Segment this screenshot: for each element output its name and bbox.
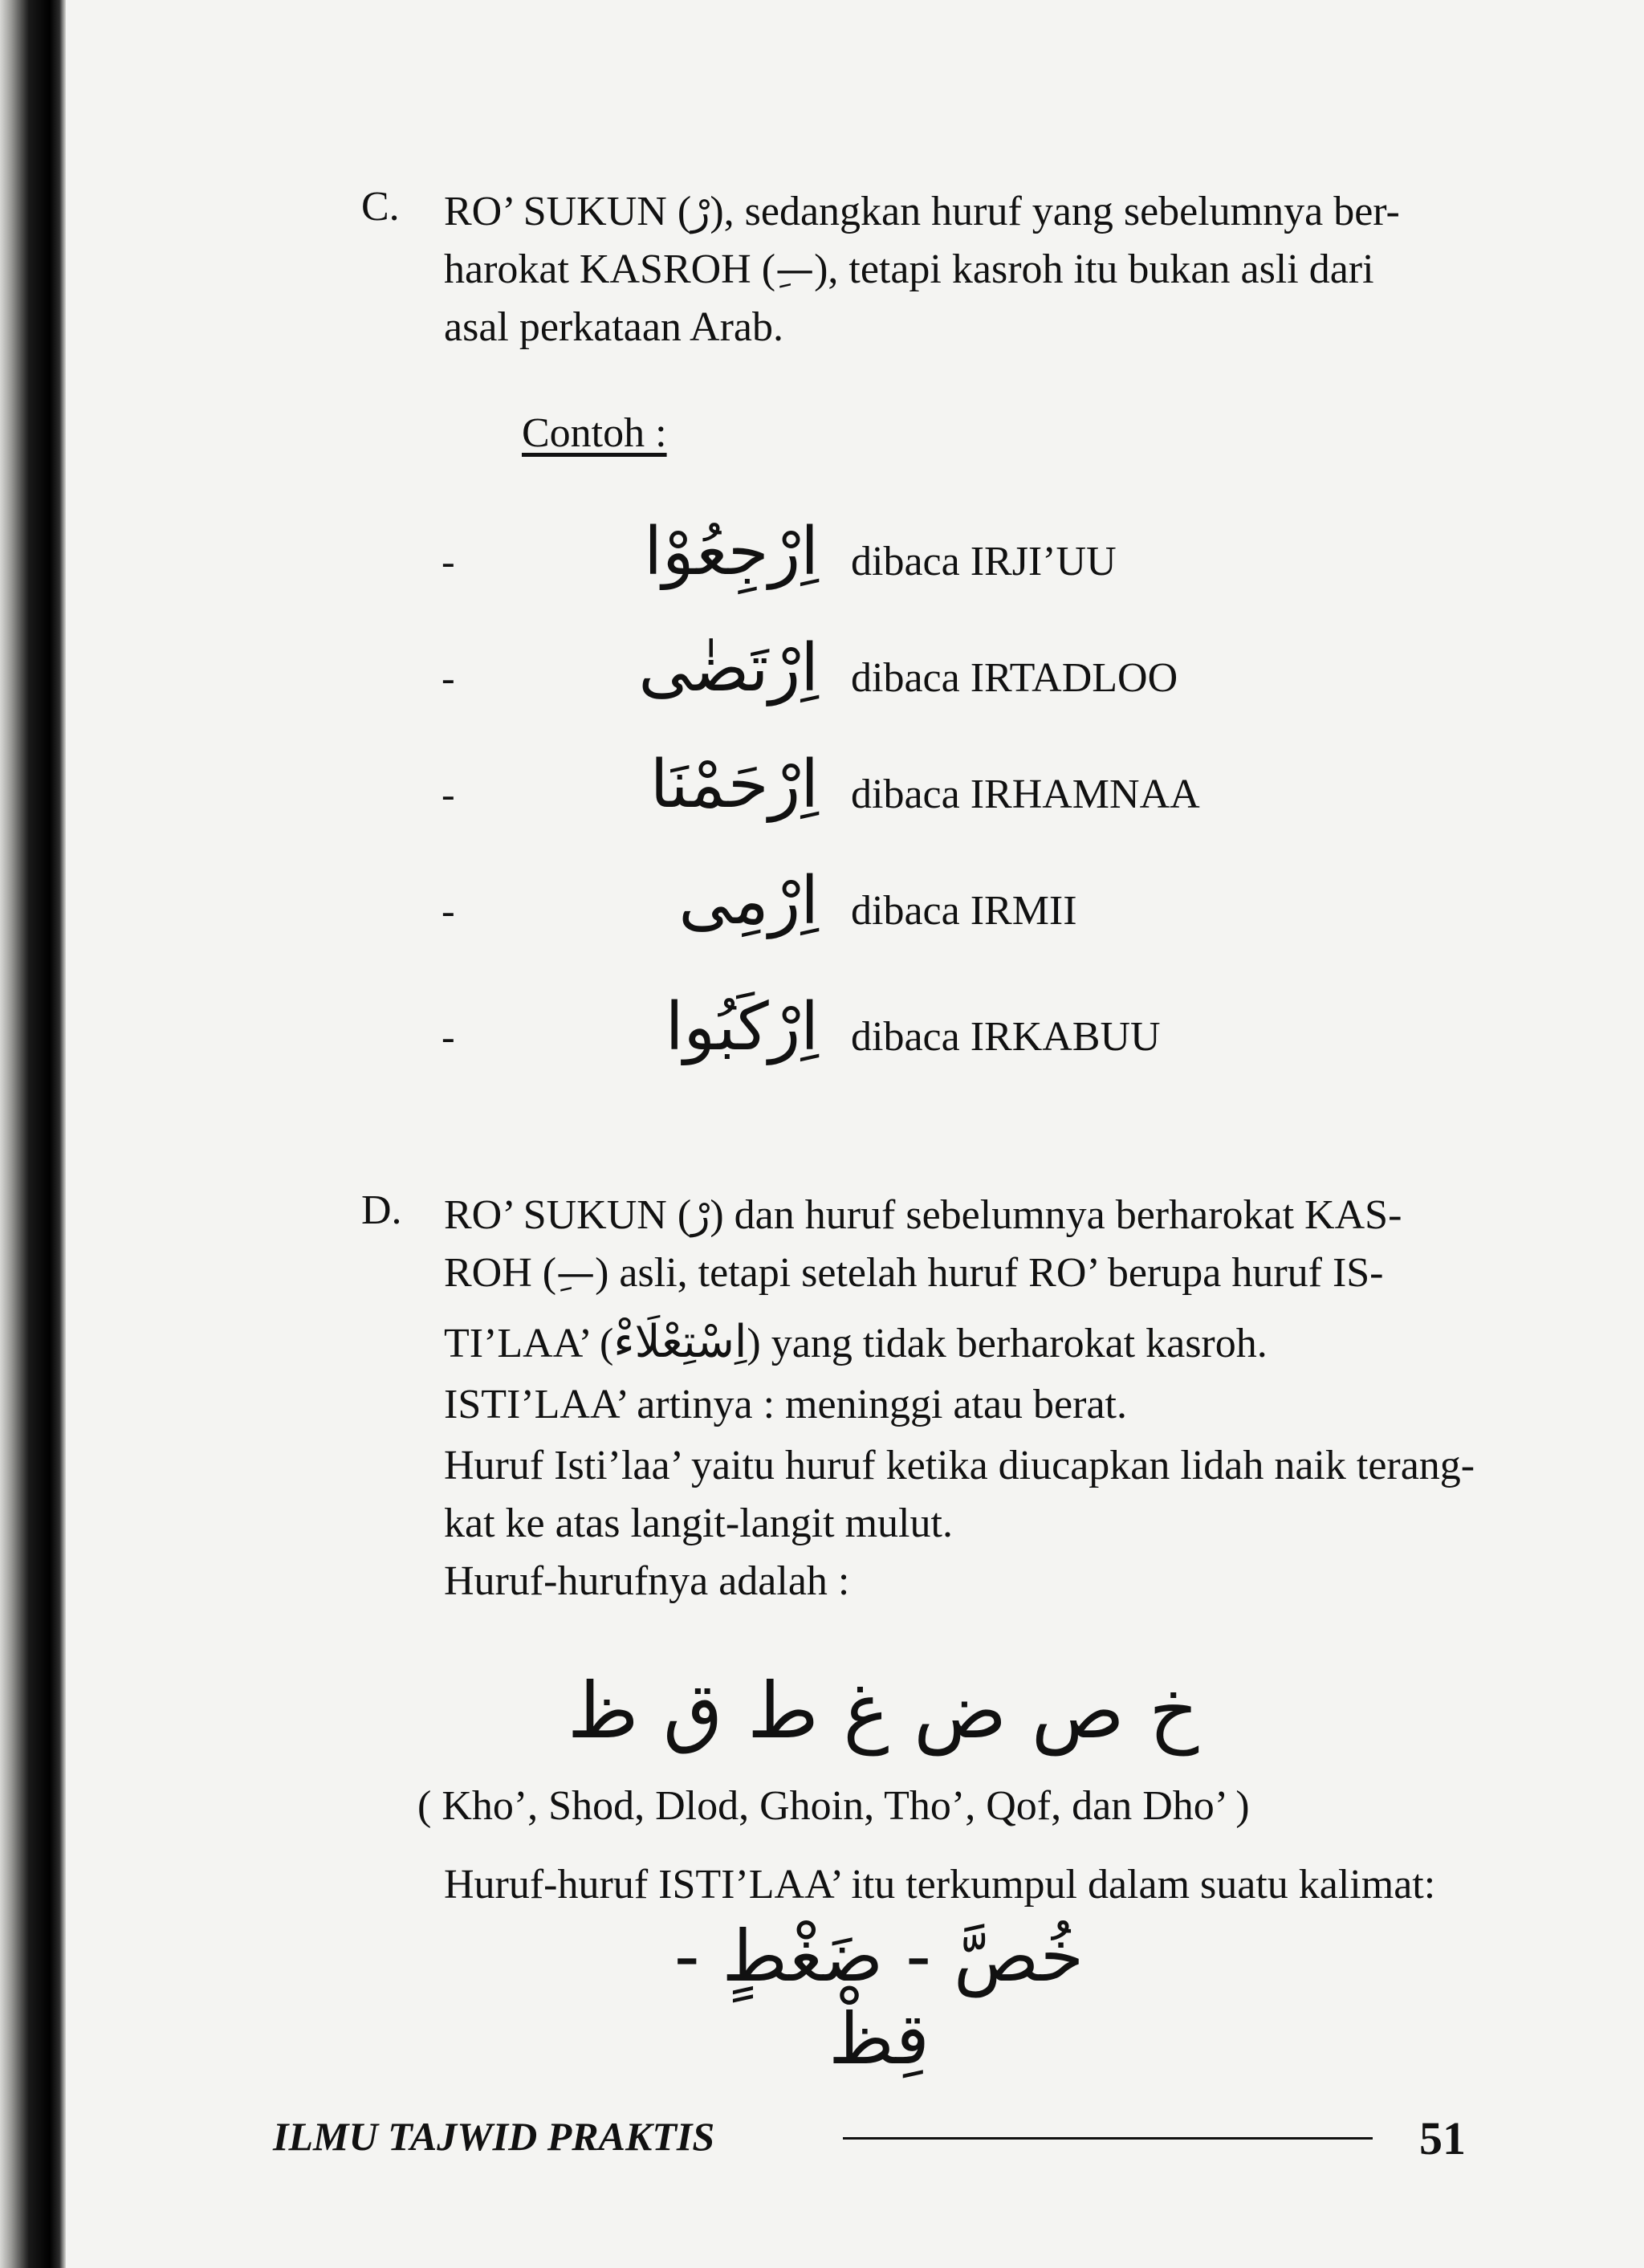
section-d-marker: D. [361, 1187, 402, 1233]
kasroh-glyph: —ِ [775, 247, 815, 292]
istilaa-letters: خ ص ض غ ط ق ظ [567, 1666, 1199, 1756]
example-arabic: اِرْمِى [678, 863, 819, 939]
footer-rule [843, 2137, 1373, 2140]
section-d-line-3: TI’LAA’ (اِسْتِعْلَاءْ) yang tidak berharokat kasroh. [444, 1316, 1268, 1368]
example-arabic: اِرْتَضٰى [638, 630, 819, 706]
section-c-line-1: RO’ SUKUN (رْ), sedangkan huruf yang sebelumnya ber- [444, 189, 1400, 234]
section-d-paragraph [444, 1187, 1487, 1610]
example-arabic: اِرْحَمْنَا [649, 747, 819, 823]
example-row [442, 514, 1325, 610]
istilaa-definition-line-2: kat ke atas langit-langit mulut. [444, 1500, 953, 1546]
section-d-line-2: ROH (—ِ) asli, tetapi setelah huruf RO’ berupa huruf IS- [444, 1250, 1384, 1296]
istilaa-definition-line-1: Huruf Isti’laa’ yaitu huruf ketika diucapkan lidah naik terang- [444, 1443, 1475, 1488]
example-dash: - [442, 772, 455, 816]
example-reading: dibaca IRMII [851, 888, 1077, 934]
istilaa-letter-names: ( Kho’, Shod, Dlod, Ghoin, Tho’, Qof, dan Dho’ ) [417, 1783, 1250, 1829]
kalimat-intro: Huruf-huruf ISTI’LAA’ itu terkumpul dalam suatu kalimat: [444, 1862, 1436, 1908]
example-reading: dibaca IRHAMNAA [851, 772, 1200, 817]
istilaa-meaning: ISTI’LAA’ artinya : meninggi atau berat. [444, 1382, 1127, 1427]
example-dash: - [442, 539, 455, 584]
contoh-label: Contoh : [522, 410, 667, 456]
section-c-marker: C. [361, 184, 400, 230]
example-dash: - [442, 1014, 455, 1059]
ro-sukun-glyph: رْ [691, 1193, 710, 1238]
example-row [442, 863, 1325, 959]
ro-sukun-glyph: رْ [691, 189, 710, 234]
example-row [442, 989, 1325, 1085]
page-number: 51 [1419, 2112, 1466, 2164]
letters-intro: Huruf-hurufnya adalah : [444, 1558, 850, 1604]
example-arabic: اِرْجِعُوْا [644, 514, 819, 590]
istilaa-arabic: اِسْتِعْلَاءْ [613, 1316, 747, 1368]
section-c-paragraph [444, 183, 1487, 356]
example-reading: dibaca IRKABUU [851, 1014, 1161, 1060]
example-dash: - [442, 888, 455, 933]
example-row [442, 747, 1325, 843]
example-row [442, 630, 1325, 727]
example-reading: dibaca IRJI’UU [851, 539, 1117, 584]
istilaa-kalimat: خُصَّ - ضَغْطٍ - قِظْ [673, 1915, 1084, 2080]
example-arabic: اِرْكَبُوا [665, 989, 819, 1065]
example-dash: - [442, 655, 455, 700]
book-title: ILMU TAJWID PRAKTIS [273, 2114, 715, 2159]
kasroh-glyph: —ِ [556, 1251, 596, 1296]
book-binding-shadow [0, 0, 66, 2268]
section-c-line-2: harokat KASROH (—ِ), tetapi kasroh itu bukan asli dari [444, 246, 1374, 292]
section-c-line-3: asal perkataan Arab. [444, 304, 784, 350]
section-d-line-1: RO’ SUKUN (رْ) dan huruf sebelumnya berharokat KAS- [444, 1192, 1402, 1238]
example-reading: dibaca IRTADLOO [851, 655, 1178, 701]
